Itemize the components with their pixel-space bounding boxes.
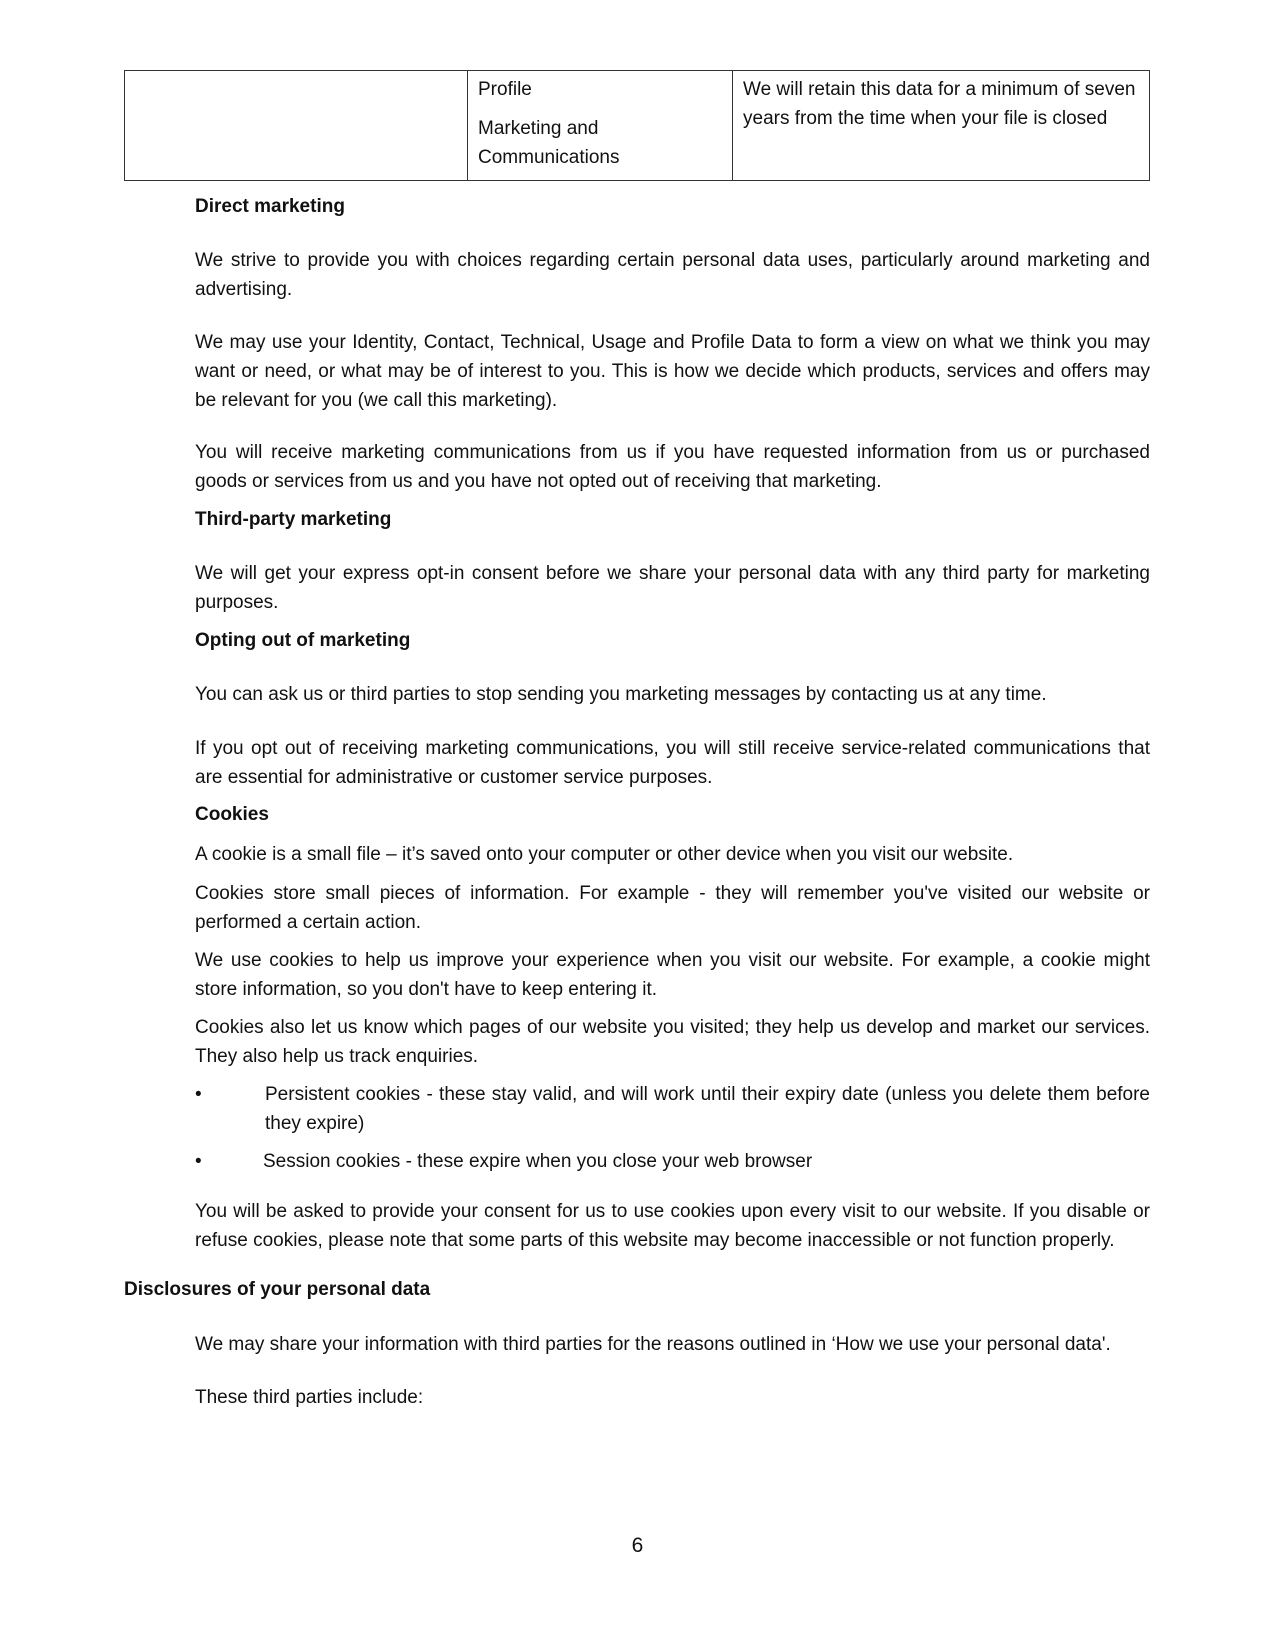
- paragraph-cookies-1: A cookie is a small file – it’s saved onto your computer or other device when you visit our website.: [195, 844, 1014, 865]
- list-item: [195, 1080, 1150, 1140]
- table-cell-categories: [468, 71, 733, 181]
- heading-disclosures: Disclosures of your personal data: [124, 1279, 431, 1300]
- paragraph-opting-out-2: If you opt out of receiving marketing communications, you will still receive service-related communications that are essential for administrative or customer service purposes.: [195, 738, 1150, 788]
- bullet-persistent-cookies: Persistent cookies - these stay valid, and will work until their expiry date (unless you delete them before they expire): [265, 1084, 1150, 1134]
- paragraph-cookies-5: You will be asked to provide your consent for us to use cookies upon every visit to our website. If you disable or refuse cookies, please note that some parts of this website may become inaccessible or not function properly.: [195, 1201, 1150, 1251]
- paragraph-disclosures-1: We may share your information with third parties for the reasons outlined in ‘How we use your personal data'.: [195, 1334, 1111, 1355]
- paragraph-direct-marketing-2: We may use your Identity, Contact, Technical, Usage and Profile Data to form a view on what we think you may want or need, or what may be of interest to you. This is how we decide which products, services and offers may be relevant for you (we call this marketing).: [195, 332, 1150, 411]
- category-marketing-communications: Marketing and Communications: [478, 118, 620, 168]
- paragraph-cookies-4: Cookies also let us know which pages of our website you visited; they help us develop and market our services. They also help us track enquiries.: [195, 1017, 1150, 1067]
- data-retention-table: [124, 70, 1150, 181]
- bullet-marker: •: [195, 1084, 202, 1105]
- category-profile: Profile: [478, 79, 532, 100]
- paragraph-third-party-1: We will get your express opt-in consent before we share your personal data with any third party for marketing purposes.: [195, 563, 1150, 613]
- heading-direct-marketing: Direct marketing: [195, 196, 345, 217]
- page-number: 6: [631, 1534, 644, 1557]
- paragraph-direct-marketing-3: You will receive marketing communications from us if you have requested information from us or purchased goods or services from us and you have not opted out of receiving that marketing.: [195, 442, 1150, 492]
- table-row: [125, 71, 1150, 181]
- table-cell-empty: [125, 71, 468, 181]
- heading-opting-out: Opting out of marketing: [195, 630, 411, 651]
- paragraph-opting-out-1: You can ask us or third parties to stop sending you marketing messages by contacting us at any time.: [195, 684, 1047, 705]
- paragraph-cookies-2: Cookies store small pieces of information. For example - they will remember you've visited our website or performed a certain action.: [195, 883, 1150, 933]
- paragraph-cookies-3: We use cookies to help us improve your experience when you visit our website. For example, a cookie might store information, so you don't have to keep entering it.: [195, 950, 1150, 1000]
- list-item: [195, 1147, 1150, 1177]
- paragraph-direct-marketing-1: We strive to provide you with choices regarding certain personal data uses, particularly around marketing and advertising.: [195, 250, 1150, 300]
- heading-cookies: Cookies: [195, 804, 269, 825]
- paragraph-disclosures-2: These third parties include:: [195, 1387, 424, 1408]
- bullet-marker: •: [195, 1151, 202, 1172]
- heading-third-party-marketing: Third-party marketing: [195, 509, 392, 530]
- bullet-session-cookies: Session cookies - these expire when you close your web browser: [263, 1151, 813, 1172]
- table-cell-retention: We will retain this data for a minimum of seven years from the time when your file is closed: [733, 71, 1150, 181]
